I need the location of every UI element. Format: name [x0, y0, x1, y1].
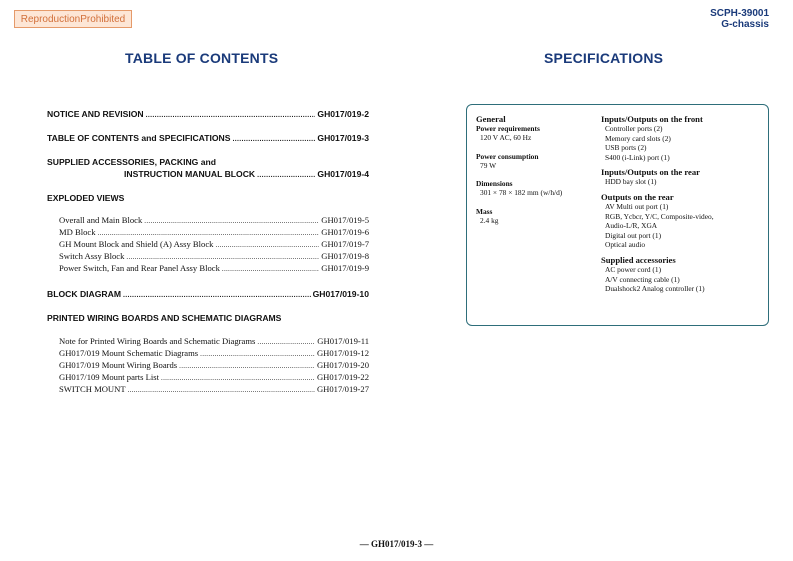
chassis-name: G-chassis [721, 19, 769, 30]
model-header [710, 8, 769, 30]
spec-value: Optical audio [605, 240, 646, 250]
spec-label: Power consumption [476, 151, 539, 161]
spec-value: RGB, Ycbcr, Y/C, Composite-video, [605, 211, 714, 221]
spec-heading: Inputs/Outputs on the rear [601, 167, 700, 178]
toc-subentry[interactable]: GH017/019 Mount Wiring Boards ..... GH017/019-20 [47, 360, 369, 370]
spec-value: Controller ports (2) [605, 124, 663, 133]
spec-heading: Supplied accessories [601, 254, 676, 265]
toc-title: TABLE OF CONTENTS [125, 50, 279, 66]
spec-label: Mass [476, 206, 493, 216]
spec-value: A/V connecting cable (1) [605, 274, 680, 284]
toc-entry-block-diagram[interactable]: BLOCK DIAGRAM ..... GH017/019-10 [47, 289, 369, 299]
specifications-title: SPECIFICATIONS [544, 50, 664, 66]
spec-heading: Outputs on the rear [601, 191, 674, 202]
toc-subentry[interactable]: GH017/109 Mount parts List ..... GH017/019-22 [47, 372, 369, 382]
spec-label: Dimensions [476, 179, 513, 189]
spec-value: 301 × 78 × 182 mm (w/h/d) [480, 188, 563, 198]
toc-subentry[interactable]: Note for Printed Wiring Boards and Schematic Diagrams ..... GH017/019-11 [47, 336, 369, 346]
specifications-box [466, 104, 769, 326]
spec-value: AC power cord (1) [605, 264, 662, 274]
spec-value: 2.4 kg [480, 215, 499, 225]
toc-heading-pwb: PRINTED WIRING BOARDS AND SCHEMATIC DIAGRAMS [47, 313, 282, 323]
spec-column-io [601, 115, 766, 294]
spec-value: Digital out port (1) [605, 230, 662, 240]
model-number: SCPH-39001 [710, 8, 769, 19]
spec-value: S400 (i-Link) port (1) [605, 152, 670, 162]
spec-value: 120 V AC, 60 Hz [480, 133, 532, 142]
reproduction-prohibited-stamp: ReproductionProhibited [14, 10, 132, 28]
toc-subentry[interactable]: GH Mount Block and Shield (A) Assy Block ..... GH017/019-7 [47, 239, 369, 249]
page-footer: — GH017/019-3 — [359, 539, 434, 549]
spec-value: USB ports (2) [605, 143, 647, 153]
spec-heading-general: General [476, 114, 506, 124]
spec-heading: Inputs/Outputs on the front [601, 114, 703, 124]
spec-column-general [476, 115, 596, 225]
toc-subentry[interactable]: GH017/019 Mount Schematic Diagrams ..... GH017/019-12 [47, 348, 369, 358]
toc-subentry[interactable]: MD Block ..... GH017/019-6 [47, 227, 369, 237]
spec-value: Dualshock2 Analog controller (1) [605, 284, 705, 294]
spec-value: Audio-L/R, XGA [605, 221, 658, 231]
toc-subentry[interactable]: SWITCH MOUNT ..... GH017/019-27 [47, 384, 369, 394]
spec-value: HDD bay slot (1) [605, 177, 657, 187]
toc-subentry[interactable]: Overall and Main Block ..... GH017/019-5 [47, 215, 369, 225]
toc-subentry[interactable]: Power Switch, Fan and Rear Panel Assy Block ..... GH017/019-9 [47, 263, 369, 273]
spec-label: Power requirements [476, 124, 540, 133]
toc-entry-accessories-line1: SUPPLIED ACCESSORIES, PACKING and [47, 157, 217, 167]
toc-entry-notice[interactable]: NOTICE AND REVISION ..... GH017/019-2 [47, 109, 369, 119]
toc-heading-exploded-views: EXPLODED VIEWS [47, 193, 125, 203]
toc-subentry[interactable]: Switch Assy Block ..... GH017/019-8 [47, 251, 369, 261]
spec-value: Memory card slots (2) [605, 133, 671, 143]
toc-entry-contents[interactable]: TABLE OF CONTENTS and SPECIFICATIONS ..... GH017/019-3 [47, 133, 369, 143]
spec-value: 79 W [480, 160, 497, 170]
toc-entry-accessories[interactable]: INSTRUCTION MANUAL BLOCK ..... GH017/019-4 [47, 169, 369, 179]
spec-value: AV Multi out port (1) [605, 201, 669, 211]
